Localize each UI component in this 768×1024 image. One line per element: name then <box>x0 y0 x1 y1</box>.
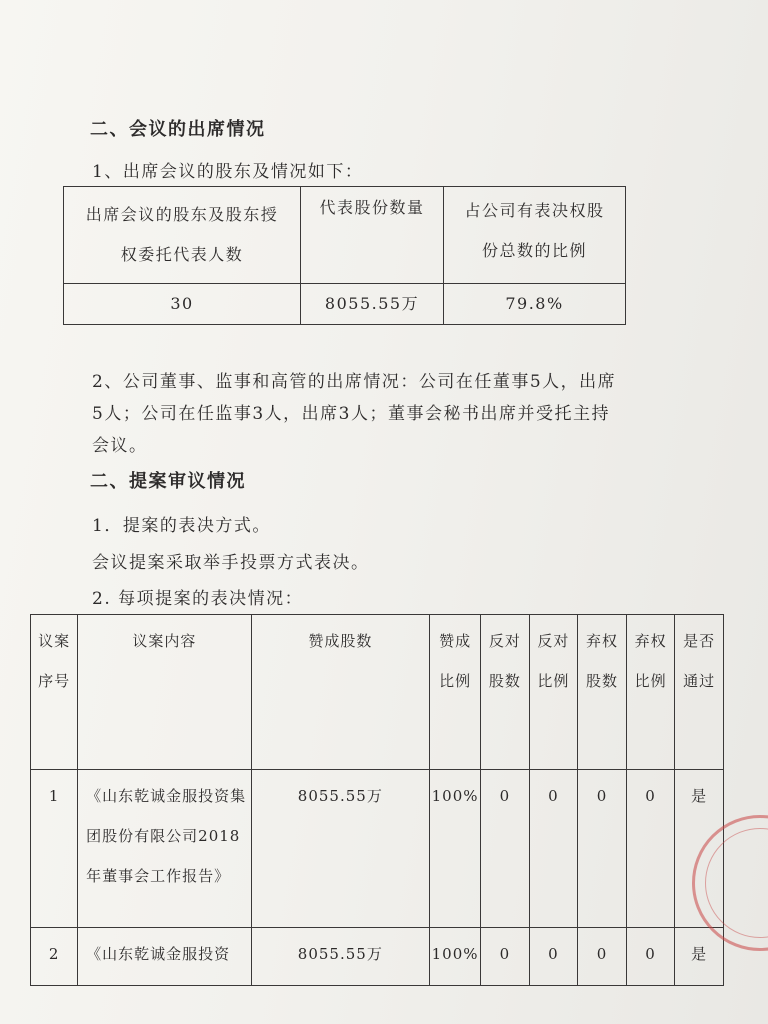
paragraph-line: 5人；公司在任监事3人，出席3人；董事会秘书出席并受托主持 <box>92 404 610 424</box>
table-row <box>64 284 626 325</box>
paragraph-line: 会议。 <box>92 436 148 456</box>
voting-results-subheading: 2. 每项提案的表决情况： <box>92 589 304 609</box>
voting-results-table <box>30 614 724 986</box>
header-cell: 反对比例 <box>529 615 578 770</box>
table-cell: 0 <box>578 928 627 986</box>
table-cell: 《山东乾诚金服投资集团股份有限公司2018年董事会工作报告》 <box>78 770 251 928</box>
table-cell: 0 <box>529 770 578 928</box>
header-cell: 占公司有表决权股份总数的比例 <box>444 187 626 284</box>
header-cell: 议案内容 <box>78 615 251 770</box>
table-cell: 0 <box>578 770 627 928</box>
voting-method-subheading: 1．提案的表决方式。 <box>92 516 271 536</box>
section-heading-attendance: 二、会议的出席情况 <box>90 119 266 140</box>
table-cell: 0 <box>626 928 675 986</box>
table-cell: 0 <box>626 770 675 928</box>
header-cell: 是否通过 <box>675 615 724 770</box>
header-cell: 议案序号 <box>31 615 78 770</box>
table-cell: 100% <box>430 928 481 986</box>
header-cell: 出席会议的股东及股东授权委托代表人数 <box>64 187 301 284</box>
attendance-subheading: 1、出席会议的股东及情况如下： <box>92 162 364 182</box>
header-cell: 弃权股数 <box>578 615 627 770</box>
table-cell: 0 <box>481 770 530 928</box>
header-cell: 反对股数 <box>481 615 530 770</box>
header-cell: 赞成股数 <box>251 615 430 770</box>
table-cell: 100% <box>430 770 481 928</box>
header-cell: 弃权比例 <box>626 615 675 770</box>
table-cell: 30 <box>64 284 301 325</box>
table-cell: 8055.55万 <box>251 770 430 928</box>
table-cell: 0 <box>529 928 578 986</box>
table-cell: 8055.55万 <box>251 928 430 986</box>
table-header-row <box>31 615 724 770</box>
table-row <box>31 928 724 986</box>
table-cell: 是 <box>675 770 724 928</box>
table-cell: 1 <box>31 770 78 928</box>
table-cell: 《山东乾诚金服投资 <box>78 928 251 986</box>
header-cell: 赞成比例 <box>430 615 481 770</box>
paragraph-line: 2、公司董事、监事和高管的出席情况：公司在任董事5人，出席 <box>92 372 617 392</box>
table-cell: 2 <box>31 928 78 986</box>
voting-method-text: 会议提案采取举手投票方式表决。 <box>92 553 370 573</box>
table-row <box>31 770 724 928</box>
table-header-row <box>64 187 626 284</box>
table-cell: 是 <box>675 928 724 986</box>
table-cell: 0 <box>481 928 530 986</box>
section-heading-review: 二、提案审议情况 <box>90 471 246 492</box>
table-cell: 8055.55万 <box>301 284 444 325</box>
attendance-table <box>63 186 626 325</box>
header-cell: 代表股份数量 <box>301 187 444 284</box>
table-cell: 79.8% <box>444 284 626 325</box>
